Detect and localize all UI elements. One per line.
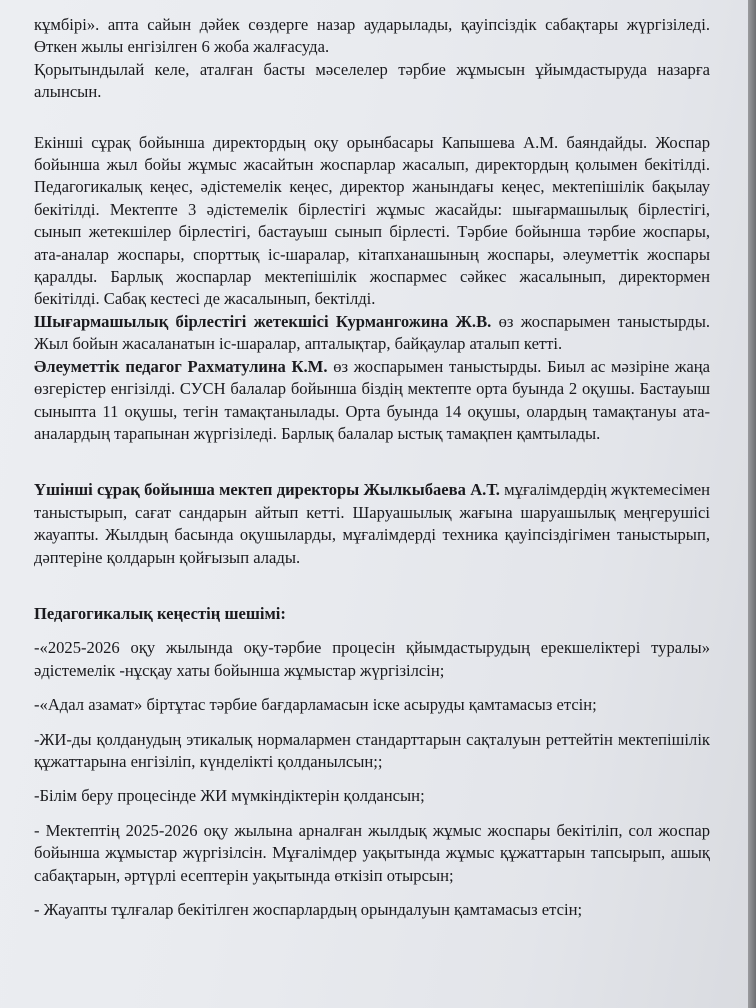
- paragraph-1: кұмбірі». апта сайын дәйек сөздерге назар аударылады, қауіпсіздік сабақтары жүргізіледі. Өткен жылы енгізілген 6 жоба жалғасуда.: [34, 15, 710, 57]
- decision-item-6: - Жауапты тұлғалар бекітілген жоспарлардың орындалуын қамтамасыз етсін;: [34, 900, 583, 919]
- document-body: [34, 14, 710, 921]
- decision-item-5: - Мектептің 2025-2026 оқу жылына арналған жылдық жұмыс жоспары бекітіліп, сол жоспар бойынша жұмыстар жүргізілсін. Мұғалімдер уақытында жұмыс құжаттарын тапсырып, ашық сабақтарын, әртүрлі есептерін уақытында өткізіп отырсын;: [34, 820, 710, 885]
- paragraph-4-rest: өз жоспарымен таныстырды. Жыл бойын жасаланатын іс-шаралар, апталықтар, байқаулар аталып кетті.: [34, 311, 710, 354]
- decision-item-4: -Білім беру процесінде ЖИ мүмкіндіктерін қолдансын;: [34, 786, 425, 806]
- decision-item-2: -«Адал азамат» біртұтас тәрбие бағдарламасын іске асыруды қамтамасыз етсін;: [34, 695, 597, 715]
- paragraph-5-rest: өз жоспарымен таныстырды. Биыл ас мәзіріне жаңа өзгерістер енгізілді. СУСН балалар бойынша біздің мектепте орта буында 2 оқушы. Бастауыш сыныпта 11 оқушы, тегін тамақтанылады. Орта буында 14 оқушы, олардың тамақтануы ата-аналардың тарапынан жүргізіледі. Барлық балалар ыстық тамақпен қамтылады.: [34, 356, 711, 443]
- paragraph-6-lead: Үшінші сұрақ бойынша мектеп директоры Жылкыбаева А.Т.: [34, 480, 500, 500]
- page-edge-shadow: [748, 0, 756, 1008]
- paragraph-4-lead: Шығармашылық бірлестігі жетекшісі Курмангожина Ж.В.: [34, 311, 492, 331]
- paragraph-6: [34, 479, 710, 569]
- paragraph-6-rest: мұғалімдердің жүктемесімен таныстырып, сағат сандарын айтып кетті. Шаруашылық жағына шаруашылық меңгерушісі жауапты. Жылдың басында оқушыларды, мұғалімдерді техника қауіпсіздігімен таныстырып, дәптеріне қолдарын қойғызып алады.: [34, 480, 710, 567]
- decision-item-1: -«2025-2026 оқу жылында оқу-тәрбие процесін қйымдастырудың ерекшеліктері туралы» әдістемелік -нұсқау хаты бойынша жұмыстар жүргізілсін;: [34, 638, 710, 680]
- decision-item-3: -ЖИ-ды қолданудың этикалық нормалармен стандарттарын сақталуын реттейтін мектепішілік құжаттарына енгізіліп, күнделікті қолданылсын;;: [34, 729, 710, 771]
- decision-heading: Педагогикалық кеңестің шешімі:: [34, 603, 286, 623]
- paragraph-5-lead: Әлеуметтік педагог Рахматулина К.М.: [34, 356, 328, 376]
- paragraph-4: [34, 311, 710, 356]
- paragraph-5: [34, 356, 710, 446]
- paragraph-2: Қорытындылай келе, аталған басты мәселелер тәрбие жұмысын ұйымдастыруда назарға алынсын.: [34, 59, 710, 102]
- paragraph-3: Екінші сұрақ бойынша директордың оқу орынбасары Капышева А.М. баяндайды. Жоспар бойынша жыл бойы жұмыс жасайтын жоспарлар жасалып, директордың қолымен бекітілді. Педагогикалық кеңес, әдістемелік кеңес, директор жанындағы кеңес, мектепішілік бақылау бекітілді. Мектепте 3 әдістемелік бірлестігі жұмыс жасайды: шығармашылық бірлестігі, сынып жетекшілер бірлестігі, бастауыш сынып бірлесті. Тәрбие бойынша тәрбие жоспары, ата-аналар жоспары, спорттық іс-шаралар, кітапханашының жоспары, әлеуметтік жоспары қаралды. Барлық жоспарлар мектепішілік жоспармес сәйкес жасалынып, директормен бекітілді. Сабақ кестесі де жасалынып, бектілді.: [34, 132, 710, 309]
